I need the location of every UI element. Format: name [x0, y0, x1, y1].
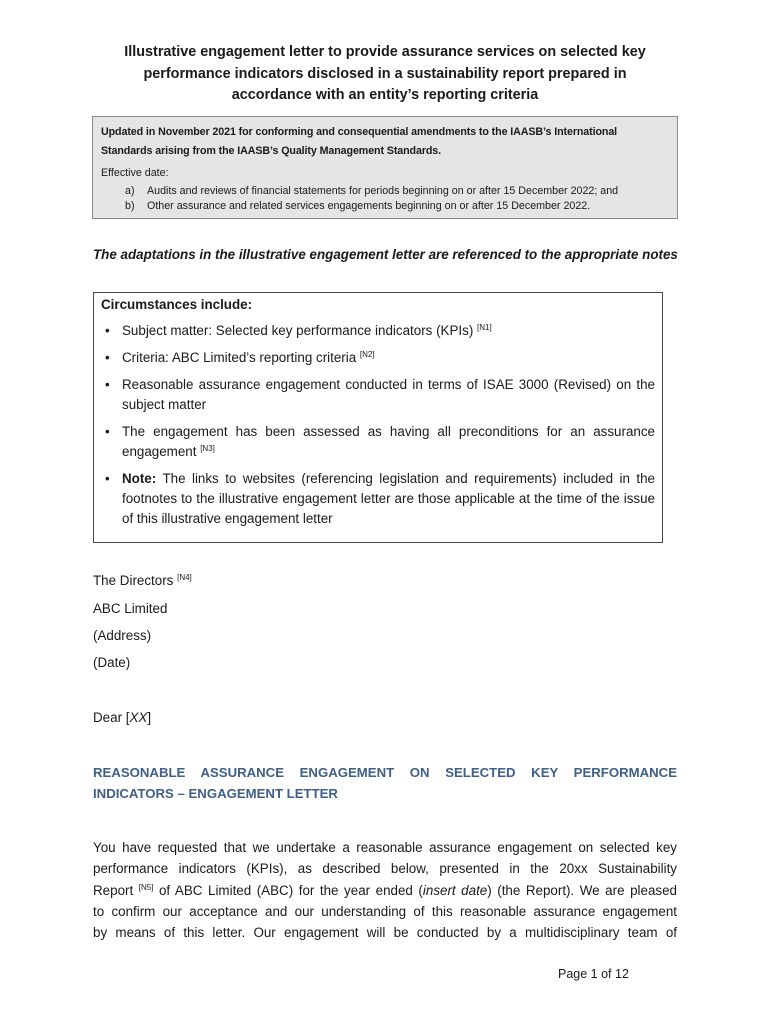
circumstances-box [93, 292, 663, 543]
item-marker: b) [125, 199, 135, 212]
adaptations-note: The adaptations in the illustrative engagement letter are referenced to the appropriate notes [93, 247, 678, 262]
bullet-icon: • [105, 377, 110, 392]
title-line: Illustrative engagement letter to provide assurance services on selected key [124, 44, 646, 60]
item-marker: a) [125, 185, 135, 197]
body-text: Report [93, 882, 134, 898]
body-line: by means of this letter. Our engagement will be conducted by a multidisciplinary team of [93, 925, 677, 941]
note-reference: [N5] [138, 882, 154, 892]
update-notice [101, 123, 669, 161]
circumstance-text: Reasonable assurance engagement conducted in terms of ISAE 3000 (Revised) on the subject matter [122, 377, 655, 412]
effective-date-item [101, 199, 669, 214]
document-title [88, 42, 682, 107]
circumstance-item [101, 375, 655, 415]
circumstance-text: Subject matter: Selected key performance indicators (KPIs) [122, 323, 474, 338]
date-placeholder: (Date) [93, 655, 131, 670]
heading-line: REASONABLE ASSURANCE ENGAGEMENT ON SELECTED KEY PERFORMANCE [93, 765, 677, 780]
update-notice-line: Standards arising from the IAASB’s Quality Management Standards. [101, 145, 442, 157]
note-reference: [N4] [177, 573, 192, 582]
body-line: performance indicators (KPIs), as described below, presented in the 20xx Sustainability [93, 861, 677, 877]
body-line: You have requested that we undertake a reasonable assurance engagement on selected key [93, 840, 677, 855]
page-number: Page 1 of 12 [558, 967, 629, 981]
title-line: accordance with an entity’s reporting criteria [231, 87, 539, 103]
update-notice-box [92, 116, 678, 219]
circumstances-heading: Circumstances include: [101, 297, 253, 312]
bullet-icon: • [105, 424, 110, 439]
addressee-text: The Directors [93, 573, 174, 588]
section-heading [93, 763, 677, 804]
body-line [93, 880, 677, 901]
company-name: ABC Limited [93, 601, 168, 616]
effective-date-list [101, 184, 669, 213]
circumstance-item [101, 348, 655, 368]
note-reference: [N3] [200, 444, 215, 453]
body-paragraph [93, 837, 677, 943]
salutation [93, 708, 151, 728]
bullet-icon: • [105, 323, 110, 338]
bullet-icon: • [105, 471, 110, 486]
item-text: Other assurance and related services engagements beginning on or after 15 December 2022. [147, 199, 591, 212]
body-text: ) (the Report). We are pleased [487, 882, 677, 898]
effective-date-item [101, 184, 669, 199]
effective-date-label: Effective date: [101, 167, 169, 179]
update-notice-line: Updated in November 2021 for conforming and consequential amendments to the IAASB’s International [101, 126, 618, 138]
title-line: performance indicators disclosed in a sustainability report prepared in [143, 65, 627, 82]
note-reference: [N1] [477, 323, 492, 332]
heading-line: INDICATORS – ENGAGEMENT LETTER [93, 785, 338, 801]
address-placeholder: (Address) [93, 628, 152, 643]
bullet-icon: • [105, 350, 110, 365]
body-text: of ABC Limited (ABC) for the year ended ( [153, 882, 423, 898]
body-line: to confirm our acceptance and our understanding of this reasonable assurance engagement [93, 903, 677, 919]
circumstance-item [101, 469, 655, 529]
circumstance-text: The engagement has been assessed as having all preconditions for an assurance engagement [122, 424, 655, 459]
circumstance-item [101, 422, 655, 462]
item-text: Audits and reviews of financial statements for periods beginning on or after 15 December 2022; and [147, 185, 619, 197]
note-reference: [N2] [359, 350, 375, 359]
addressee-line [93, 571, 192, 591]
salutation-prefix: Dear [ [93, 710, 130, 725]
salutation-suffix: ] [147, 710, 152, 725]
salutation-name: XX [129, 710, 148, 725]
circumstances-list [101, 321, 655, 529]
body-italic: insert date [422, 882, 488, 898]
circumstance-item [101, 321, 655, 341]
note-label: Note: [122, 471, 157, 486]
circumstance-text: Criteria: ABC Limited’s reporting criteria [122, 350, 357, 365]
circumstance-text: The links to websites (referencing legislation and requirements) included in the footnotes to the illustrative engagement letter are those applicable at the time of the issue of this illustrative engagement letter [122, 471, 655, 526]
